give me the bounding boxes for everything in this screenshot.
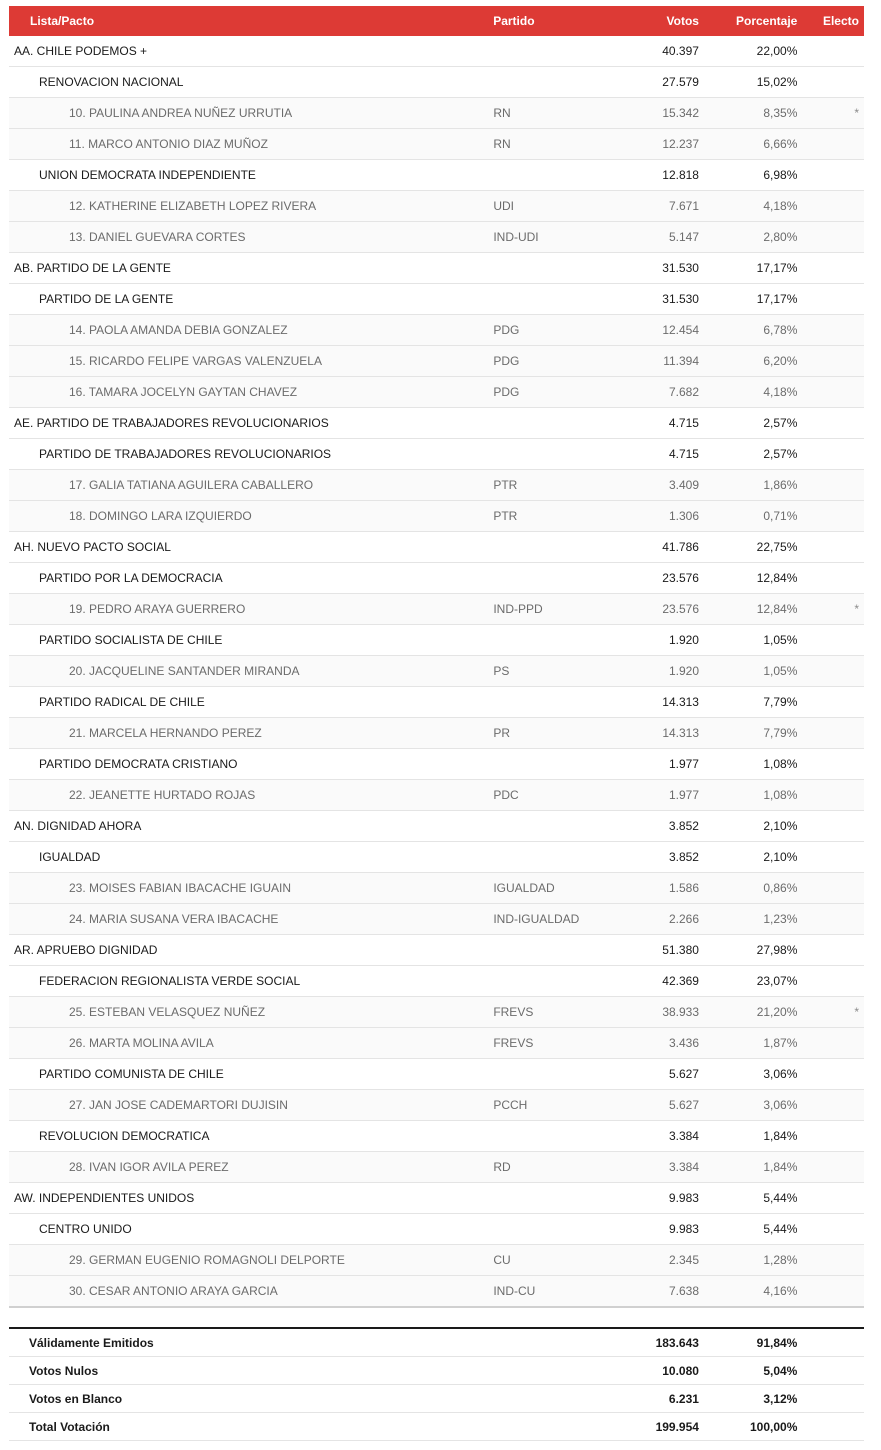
summary-row xyxy=(9,1357,864,1385)
row-votes: 31.530 xyxy=(662,261,699,275)
row-name: 16. TAMARA JOCELYN GAYTAN CHAVEZ xyxy=(69,385,298,399)
row-votes: 31.530 xyxy=(662,292,699,306)
row-party: PR xyxy=(493,726,510,740)
row-party: IGUALDAD xyxy=(493,881,555,895)
candidate-row xyxy=(9,377,864,408)
pact-row xyxy=(9,1183,864,1214)
row-name: 12. KATHERINE ELIZABETH LOPEZ RIVERA xyxy=(69,199,317,213)
pact-row xyxy=(9,408,864,439)
row-party: IND-IGUALDAD xyxy=(493,912,580,926)
row-percentage: 5,44% xyxy=(763,1222,798,1236)
row-percentage: 0,71% xyxy=(763,509,798,523)
row-name: REVOLUCION DEMOCRATICA xyxy=(39,1129,210,1143)
party-row xyxy=(9,160,864,191)
row-percentage: 1,23% xyxy=(763,912,798,926)
candidate-row xyxy=(9,1028,864,1059)
row-party: RN xyxy=(493,106,511,120)
row-percentage: 1,05% xyxy=(763,633,798,647)
row-percentage: 7,79% xyxy=(763,726,798,740)
row-percentage: 1,86% xyxy=(763,478,798,492)
row-name: 25. ESTEBAN VELASQUEZ NUÑEZ xyxy=(69,1005,266,1019)
row-votes: 1.977 xyxy=(668,757,699,771)
row-party: PCCH xyxy=(493,1098,528,1112)
header-partido[interactable]: Partido xyxy=(493,14,535,28)
row-name: PARTIDO RADICAL DE CHILE xyxy=(39,695,205,709)
party-row xyxy=(9,1059,864,1090)
party-row xyxy=(9,966,864,997)
summary-votes: 6.231 xyxy=(668,1391,699,1406)
candidate-row xyxy=(9,315,864,346)
row-votes: 23.576 xyxy=(662,602,700,616)
row-name: 11. MARCO ANTONIO DIAZ MUÑOZ xyxy=(69,137,268,151)
row-percentage: 7,79% xyxy=(763,695,798,709)
row-name: 20. JACQUELINE SANTANDER MIRANDA xyxy=(69,664,300,678)
row-votes: 51.380 xyxy=(662,943,699,957)
candidate-row xyxy=(9,1090,864,1121)
row-name: UNION DEMOCRATA INDEPENDIENTE xyxy=(39,168,256,182)
row-name: CENTRO UNIDO xyxy=(39,1222,132,1236)
header-lista[interactable]: Lista/Pacto xyxy=(30,14,95,28)
row-votes: 9.983 xyxy=(668,1222,699,1236)
pact-row xyxy=(9,532,864,563)
candidate-row xyxy=(9,98,864,129)
row-percentage: 1,87% xyxy=(763,1036,798,1050)
row-name: AE. PARTIDO DE TRABAJADORES REVOLUCIONARIOS xyxy=(14,416,329,430)
row-votes: 27.579 xyxy=(662,75,699,89)
summary-row xyxy=(9,1329,864,1357)
party-row xyxy=(9,842,864,873)
row-party: RD xyxy=(493,1160,511,1174)
row-votes: 1.586 xyxy=(668,881,700,895)
candidate-row xyxy=(9,594,864,625)
candidate-row xyxy=(9,873,864,904)
row-name: PARTIDO DE TRABAJADORES REVOLUCIONARIOS xyxy=(39,447,332,461)
row-votes: 1.920 xyxy=(668,664,700,678)
row-percentage: 1,28% xyxy=(763,1253,798,1267)
row-percentage: 22,00% xyxy=(756,44,798,58)
candidate-row xyxy=(9,1245,864,1276)
row-votes: 2.345 xyxy=(668,1253,700,1267)
summary-percentage: 91,84% xyxy=(756,1335,798,1350)
row-percentage: 12,84% xyxy=(756,602,798,616)
row-percentage: 0,86% xyxy=(763,881,798,895)
row-percentage: 3,06% xyxy=(763,1098,798,1112)
row-percentage: 8,35% xyxy=(763,106,798,120)
party-row xyxy=(9,1121,864,1152)
row-party: CU xyxy=(493,1253,511,1267)
row-party: PDG xyxy=(493,354,520,368)
row-percentage: 4,18% xyxy=(763,199,798,213)
row-party: IND-CU xyxy=(493,1284,536,1298)
summary-table xyxy=(9,1327,864,1441)
row-name: AH. NUEVO PACTO SOCIAL xyxy=(14,540,171,554)
summary-row xyxy=(9,1385,864,1413)
row-party: FREVS xyxy=(493,1005,534,1019)
row-votes: 3.852 xyxy=(668,819,699,833)
row-votes: 12.454 xyxy=(662,323,700,337)
row-name: AA. CHILE PODEMOS + xyxy=(14,44,148,58)
row-percentage: 4,18% xyxy=(763,385,798,399)
row-party: IND-UDI xyxy=(493,230,539,244)
row-name: PARTIDO POR LA DEMOCRACIA xyxy=(39,571,223,585)
party-row xyxy=(9,687,864,718)
row-party: PTR xyxy=(493,509,518,523)
row-name: 22. JEANETTE HURTADO ROJAS xyxy=(69,788,256,802)
row-name: 29. GERMAN EUGENIO ROMAGNOLI DELPORTE xyxy=(69,1253,345,1267)
row-name: 23. MOISES FABIAN IBACACHE IGUAIN xyxy=(69,881,292,895)
row-name: 21. MARCELA HERNANDO PEREZ xyxy=(69,726,262,740)
row-name: PARTIDO SOCIALISTA DE CHILE xyxy=(39,633,223,647)
pact-row xyxy=(9,36,864,67)
row-party: PS xyxy=(493,664,510,678)
summary-label: Válidamente Emitidos xyxy=(29,1335,154,1350)
row-votes: 12.818 xyxy=(662,168,699,182)
row-party: UDI xyxy=(493,199,514,213)
pact-row xyxy=(9,253,864,284)
row-percentage: 3,06% xyxy=(763,1067,798,1081)
row-party: PDG xyxy=(493,385,520,399)
header-electo[interactable]: Electo xyxy=(822,14,859,28)
row-votes: 38.933 xyxy=(662,1005,700,1019)
row-party: IND-PPD xyxy=(493,602,543,616)
summary-percentage: 5,04% xyxy=(763,1363,798,1378)
row-votes: 42.369 xyxy=(662,974,699,988)
row-elected-mark: * xyxy=(854,1005,859,1019)
row-votes: 23.576 xyxy=(662,571,699,585)
party-row xyxy=(9,1214,864,1245)
row-percentage: 15,02% xyxy=(756,75,798,89)
row-votes: 4.715 xyxy=(668,416,699,430)
party-row xyxy=(9,563,864,594)
row-name: PARTIDO DEMOCRATA CRISTIANO xyxy=(39,757,238,771)
summary-votes: 183.643 xyxy=(655,1335,699,1350)
row-name: RENOVACION NACIONAL xyxy=(39,75,184,89)
row-percentage: 5,44% xyxy=(763,1191,798,1205)
party-row xyxy=(9,67,864,98)
candidate-row xyxy=(9,346,864,377)
row-party: RN xyxy=(493,137,511,151)
row-votes: 7.682 xyxy=(668,385,700,399)
row-percentage: 6,66% xyxy=(763,137,798,151)
row-name: 18. DOMINGO LARA IZQUIERDO xyxy=(69,509,252,523)
summary-percentage: 3,12% xyxy=(763,1391,798,1406)
row-votes: 1.306 xyxy=(668,509,700,523)
row-name: FEDERACION REGIONALISTA VERDE SOCIAL xyxy=(39,974,301,988)
row-votes: 3.384 xyxy=(668,1160,700,1174)
row-name: 10. PAULINA ANDREA NUÑEZ URRUTIA xyxy=(69,106,293,120)
row-votes: 5.627 xyxy=(668,1067,699,1081)
row-percentage: 21,20% xyxy=(756,1005,798,1019)
summary-label: Total Votación xyxy=(29,1419,110,1434)
header-votos[interactable]: Votos xyxy=(666,14,699,28)
row-name: 15. RICARDO FELIPE VARGAS VALENZUELA xyxy=(69,354,322,368)
row-percentage: 27,98% xyxy=(756,943,798,957)
row-party: PDC xyxy=(493,788,519,802)
row-percentage: 22,75% xyxy=(756,540,798,554)
summary-votes: 199.954 xyxy=(655,1419,699,1434)
pact-row xyxy=(9,935,864,966)
row-votes: 40.397 xyxy=(662,44,699,58)
row-name: 27. JAN JOSE CADEMARTORI DUJISIN xyxy=(69,1098,288,1112)
candidate-row xyxy=(9,904,864,935)
row-party: PDG xyxy=(493,323,520,337)
row-votes: 9.983 xyxy=(668,1191,699,1205)
row-votes: 7.638 xyxy=(668,1284,700,1298)
row-party: FREVS xyxy=(493,1036,534,1050)
candidate-row xyxy=(9,1152,864,1183)
row-name: AN. DIGNIDAD AHORA xyxy=(14,819,142,833)
row-name: 30. CESAR ANTONIO ARAYA GARCIA xyxy=(69,1284,278,1298)
candidate-row xyxy=(9,718,864,749)
row-percentage: 2,57% xyxy=(763,416,798,430)
row-name: AB. PARTIDO DE LA GENTE xyxy=(14,261,171,275)
table-header xyxy=(9,6,864,36)
pact-row xyxy=(9,811,864,842)
row-votes: 2.266 xyxy=(668,912,700,926)
row-name: IGUALDAD xyxy=(39,850,101,864)
row-name: 13. DANIEL GUEVARA CORTES xyxy=(69,230,246,244)
party-row xyxy=(9,749,864,780)
row-votes: 1.977 xyxy=(668,788,700,802)
party-row xyxy=(9,625,864,656)
row-votes: 5.627 xyxy=(668,1098,700,1112)
row-percentage: 12,84% xyxy=(756,571,798,585)
candidate-row xyxy=(9,997,864,1028)
row-votes: 15.342 xyxy=(662,106,700,120)
candidate-row xyxy=(9,501,864,532)
header-porcentaje[interactable]: Porcentaje xyxy=(736,14,798,28)
row-percentage: 2,10% xyxy=(763,850,798,864)
summary-label: Votos en Blanco xyxy=(29,1391,123,1406)
row-name: 19. PEDRO ARAYA GUERRERO xyxy=(69,602,246,616)
row-name: 17. GALIA TATIANA AGUILERA CABALLERO xyxy=(69,478,314,492)
party-row xyxy=(9,284,864,315)
candidate-row xyxy=(9,1276,864,1308)
row-percentage: 6,98% xyxy=(763,168,798,182)
row-percentage: 2,10% xyxy=(763,819,798,833)
row-votes: 4.715 xyxy=(668,447,699,461)
row-name: 24. MARIA SUSANA VERA IBACACHE xyxy=(69,912,279,926)
row-votes: 14.313 xyxy=(662,695,699,709)
row-name: PARTIDO DE LA GENTE xyxy=(39,292,174,306)
row-votes: 7.671 xyxy=(668,199,700,213)
candidate-row xyxy=(9,470,864,501)
row-name: PARTIDO COMUNISTA DE CHILE xyxy=(39,1067,224,1081)
summary-votes: 10.080 xyxy=(662,1363,699,1378)
candidate-row xyxy=(9,780,864,811)
row-percentage: 6,20% xyxy=(763,354,798,368)
row-percentage: 1,05% xyxy=(763,664,798,678)
summary-row xyxy=(9,1413,864,1441)
row-name: 26. MARTA MOLINA AVILA xyxy=(69,1036,214,1050)
row-percentage: 6,78% xyxy=(763,323,798,337)
table-body xyxy=(9,36,864,1308)
row-votes: 41.786 xyxy=(662,540,699,554)
row-percentage: 1,08% xyxy=(763,757,798,771)
row-percentage: 1,08% xyxy=(763,788,798,802)
row-percentage: 23,07% xyxy=(756,974,798,988)
row-votes: 3.384 xyxy=(668,1129,699,1143)
candidate-row xyxy=(9,656,864,687)
row-party: PTR xyxy=(493,478,518,492)
summary-body xyxy=(9,1329,864,1441)
summary-label: Votos Nulos xyxy=(29,1363,99,1378)
row-percentage: 17,17% xyxy=(756,292,798,306)
candidate-row xyxy=(9,129,864,160)
row-elected-mark: * xyxy=(854,602,859,616)
row-votes: 3.852 xyxy=(668,850,699,864)
candidate-row xyxy=(9,222,864,253)
row-percentage: 4,16% xyxy=(763,1284,798,1298)
row-percentage: 2,57% xyxy=(763,447,798,461)
row-percentage: 1,84% xyxy=(763,1160,798,1174)
row-votes: 12.237 xyxy=(662,137,700,151)
row-name: AW. INDEPENDIENTES UNIDOS xyxy=(14,1191,195,1205)
row-name: AR. APRUEBO DIGNIDAD xyxy=(14,943,158,957)
row-votes: 14.313 xyxy=(662,726,700,740)
row-votes: 11.394 xyxy=(663,354,700,368)
row-votes: 3.409 xyxy=(668,478,700,492)
row-percentage: 1,84% xyxy=(763,1129,798,1143)
row-percentage: 2,80% xyxy=(763,230,798,244)
party-row xyxy=(9,439,864,470)
results-table xyxy=(9,6,864,1308)
summary-percentage: 100,00% xyxy=(749,1419,798,1434)
row-votes: 5.147 xyxy=(668,230,700,244)
row-votes: 1.920 xyxy=(668,633,699,647)
row-votes: 3.436 xyxy=(668,1036,700,1050)
row-name: 28. IVAN IGOR AVILA PEREZ xyxy=(69,1160,229,1174)
candidate-row xyxy=(9,191,864,222)
row-name: 14. PAOLA AMANDA DEBIA GONZALEZ xyxy=(69,323,288,337)
row-percentage: 17,17% xyxy=(756,261,798,275)
row-elected-mark: * xyxy=(854,106,859,120)
